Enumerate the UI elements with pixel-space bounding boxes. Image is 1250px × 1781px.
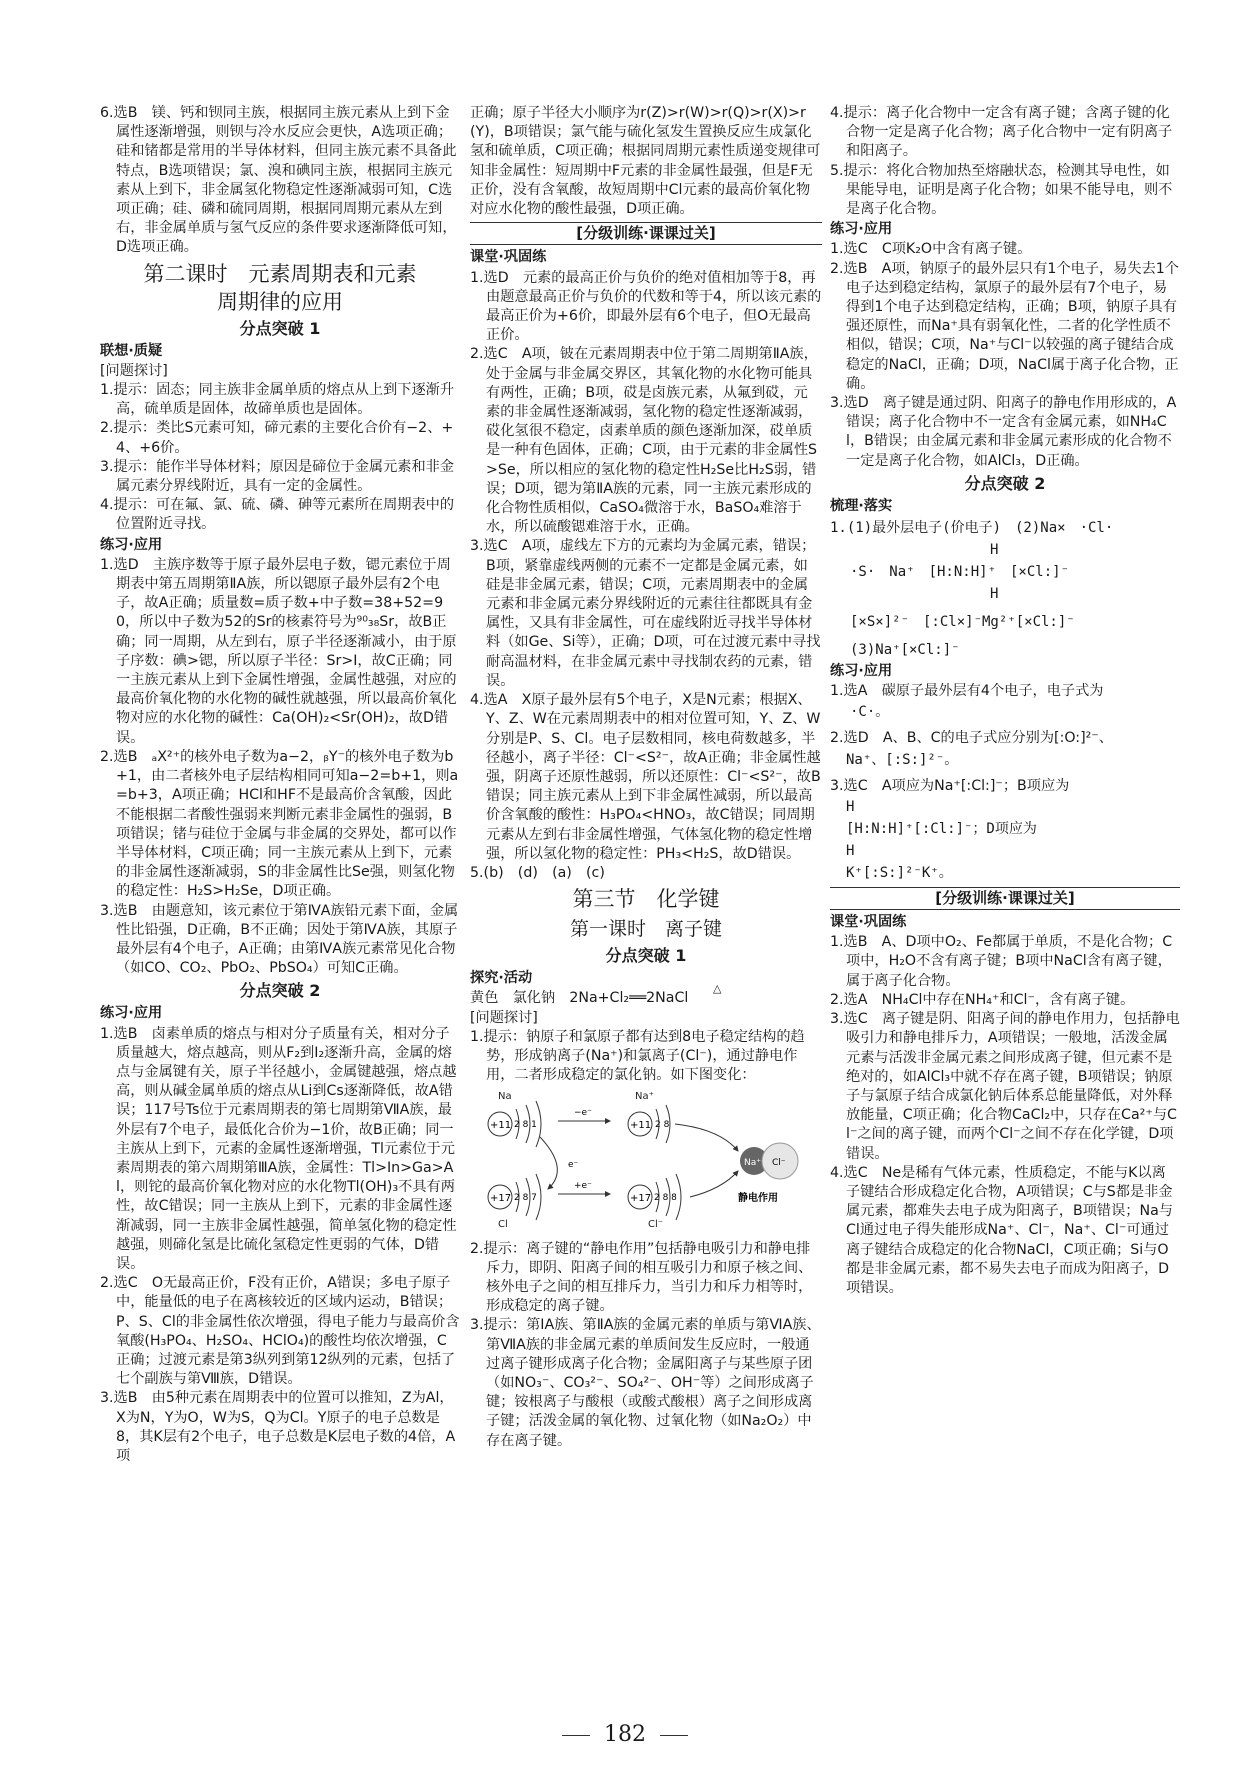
- na-plus-label: Na⁺: [635, 1091, 654, 1103]
- section-bar: [分级训练·课课过关]: [830, 887, 1180, 910]
- lesson-title: 第一课时 离子键: [569, 918, 722, 941]
- na-plus-nucleus: +11: [630, 1120, 652, 1132]
- tip-item: 1.提示：钠原子和氯原子都有达到8电子稳定结构的趋势，形成钠离子(Na⁺)和氯离子(Cl⁻)，通过静电作用，二者形成稳定的氯化钠。如下图变化：: [470, 1028, 805, 1084]
- cl-label: Cl: [498, 1219, 508, 1230]
- na-plus-shells: 2 8: [655, 1120, 670, 1131]
- nacl-combined: [738, 1143, 798, 1204]
- h-atom-mark: H: [846, 842, 855, 859]
- answer-item: 4.选C Ne是稀有气体元素，性质稳定，不能与K以离子键结合形成稳定化合物，A项错误；C与S都是非金属元素，都难失去电子成为阳离子，B项错误；Na与Cl通过电子得失能形成Na⁺、Cl⁻，Na⁺、Cl⁻可通过离子键结合成稳定的化合物NaCl，C项正确；Si与O都是非金属元素，都不易失去电子而成为阳离子，D项错误。: [830, 1164, 1173, 1296]
- cl-minus-label: Cl⁻: [648, 1219, 664, 1230]
- lose-electron-label: −e⁻: [574, 1108, 592, 1119]
- h-atom-mark: H: [990, 542, 999, 559]
- answer-item: 1.选D 元素的最高正价与负价的绝对值相加等于8，再由题意最高正价与负价的代数和等于4，所以该元素的最高正价为+6价，即最外层有6个电子，但O无最高正价。: [470, 269, 822, 344]
- answer-item: 3.选C A项，虚线左下方的元素均为金属元素，错误；B项，紧靠虚线两侧的元素不一定都是金属元素，如硅是非金属元素，错误；C项，元素周期表中的金属元素和非金属元素分界线附近的元素往往都既具有金属性，又具有非金属性，可在虚线附近寻找半导体材料（如Ge、Si等），正确；D项，可在过渡元素中寻找耐高温材料，在非金属元素中寻找制农药的元素，错误。: [470, 538, 821, 689]
- tip-item: 1.提示：固态；同主族非金属单质的熔点从上到下逐渐升高，硫单质是固体，故碲单质也是固体。: [100, 382, 455, 418]
- page-number: 182: [604, 1722, 646, 1747]
- answer-item: 1.选B 卤素单质的熔点与相对分子质量有关，相对分子质量越大，熔点越高，则从F₂到I₂逐渐升高，金属的熔点与金属键有关，原子半径越小，金属键越强，熔点越高，则从碱金属单质的熔点从Li到Cs逐渐降低，故A错误；117号Ts位于元素周期表的第七周期第ⅦA族，最外层有7个电子，最低化合价为−1价，故B正确；同一主族从上到下，元素的金属性逐渐增强，Tl元素位于元素周期表的第六周期第ⅢA族，金属性：Tl>In>Ga>Al，则铊的最高价氧化物对应的水化物Tl(OH)₃不具有两性，故C错误；同一主族从上到下，元素的非金属性逐渐减弱，同一主族非金属性越强，简单氢化物的稳定性越强，则碲化氢是比硫化氢稳定性更弱的气体，D错误。: [100, 1025, 457, 1272]
- reaction-line: [470, 982, 822, 1008]
- cl-minus-nucleus: +17: [630, 1193, 652, 1205]
- tip-item: 3.提示：第ⅠA族、第ⅡA族的金属元素的单质与第ⅥA族、第ⅦA族的非金属元素的单质间发生反应时，一般通过离子键形成离子化合物；金属阳离子与某些原子团（如NO₃⁻、CO₃²⁻、SO₄²⁻、OH⁻等）之间形成离子键；铵根离子与酸根（或酸式酸根）离子之间形成离子键；活泼金属的氧化物、过氧化物（如Na₂O₂）中存在离子键。: [470, 1317, 821, 1449]
- answer-item: 3.选B 由5种元素在周期表中的位置可以推知，Z为Al，X为N，Y为O，W为S，Q为Cl。Y原子的电子总数是8，其K层有2个电子，电子总数是K层电子数的4倍，A项: [100, 1390, 456, 1464]
- answer-item: 3.选B 由题意知，该元素位于第ⅣA族铅元素下面，金属性比铅强，D正确，B不正确；因处于第ⅣA族，其原子最外层有4个电子，A正确；由第ⅣA族元素常见化合物（如CO、CO₂、PbO₂、PbSO₄）可知C正确。: [100, 902, 459, 977]
- column-3: [830, 104, 1180, 1298]
- h-atom-mark: H: [846, 798, 855, 815]
- subheading: 课堂·巩固练: [470, 249, 547, 266]
- cl-ion: [628, 1174, 681, 1220]
- answer-item: 1.选C C项K₂O中含有离子键。: [830, 241, 1032, 258]
- answer-item: 2.选C O无最高正价，F没有正价，A错误；多电子原子中，能量低的电子在离核较近的区域内运动，B错误；P、S、Cl的非金属性依次增强，得电子能力与最高价含氧酸(H₃PO₄、H₂SO₄、HClO₄)的酸性均依次增强，C正确；过渡元素是第3纵列到第12纵列的元素，包括了七个副族与第Ⅷ族，D错误。: [100, 1275, 460, 1388]
- subheading: 练习·应用: [100, 536, 163, 553]
- electron-dot-line: ·S· Na⁺ [H:N:H]⁺ [×Cl:]⁻: [850, 564, 1070, 581]
- subheading: 联想·质疑: [100, 342, 163, 359]
- electron-label: e⁻: [568, 1160, 579, 1171]
- na-ion: [628, 1105, 670, 1143]
- dash-right: [660, 1735, 688, 1736]
- tip-item: 4.提示：可在氟、氯、硫、磷、砷等元素所在周期表中的位置附近寻找。: [100, 497, 455, 533]
- dash-left: [562, 1735, 590, 1736]
- na-nucleus: +11: [490, 1120, 512, 1132]
- lesson-title-line-1: 第二课时 元素周期表和元素: [143, 261, 417, 286]
- subheading: [问题探讨]: [100, 362, 168, 379]
- subheading: 梳理·落实: [830, 497, 893, 514]
- section-bar: [分级训练·课课过关]: [470, 222, 822, 245]
- electron-dot-line: [H:N:H]⁺[:Cl:]⁻；D项应为: [846, 820, 1037, 837]
- answer-item: 2.选D A、B、C的电子式应分别为[:O:]²⁻、: [830, 730, 1113, 747]
- answer-item: 1.选A 碳原子最外层有4个电子，电子式为: [830, 683, 1104, 700]
- column-2: [470, 104, 822, 1451]
- force-label: 静电作用: [738, 1193, 778, 1205]
- tip-item: 3.提示：能作半导体材料；原因是碲位于金属元素和非金属元素分界线附近，具有一定的金属性。: [100, 458, 455, 495]
- answer-item: 3.选C A项应为Na⁺[:Cl:]⁻；B项应为: [830, 777, 1070, 794]
- answer-item: 1.选B A、D项中O₂、Fe都属于单质，不是化合物；C项中，H₂O不含有离子键；B项中NaCl含有离子键，属于离子化合物。: [830, 934, 1173, 989]
- ion-na: Na⁺: [744, 1158, 761, 1169]
- tip-item: 5.提示：将化合物加热至熔融状态，检测其导电性，如果能导电，证明是离子化合物；如果不能导电，则不是离子化合物。: [830, 162, 1173, 218]
- electron-dot-line: ·C·。: [850, 704, 890, 721]
- lesson-title: [100, 260, 460, 316]
- na-shells: 2 8 1: [514, 1120, 537, 1131]
- h-atom-mark: H: [990, 586, 999, 603]
- answer-item: 1.选D 主族序数等于原子最外层电子数，锶元素位于周期表中第五周期第ⅡA族，所以锶原子最外层有2个电子，故A正确；质量数=质子数+中子数=38+52=90，所以中子数为52的Sr的核素符号为⁹⁰₃₈Sr，故B正确；同一周期，从左到右，原子半径逐渐减小，由于原子序数：碘>锶，所以原子半径：Sr>I，故C正确；同一主族元素从上到下金属性增强，金属性越强，对应的最高价氧化物的水化物的碱性就越强，所以最高价氧化物对应的水化物的碱性：Ca(OH)₂<Sr(OH)₂，故D错误。: [100, 556, 457, 746]
- answer-continued: 正确；原子半径大小顺序为r(Z)>r(W)>r(Q)>r(X)>r(Y)，B项错误；氯气能与硫化氢发生置换反应生成氯化氢和硫单质，C项正确；根据同周期元素性质递变规律可知非金属性：短周期中F元素的非金属性最强，但是F无正价，没有含氧酸，故短周期中Cl元素的最高价氧化物对应水化物的酸性最强，D项正确。: [470, 105, 821, 218]
- answer-item: 3.选C 离子键是阴、阳离子间的静电作用力，包括静电吸引力和静电排斥力，A项错误；一般地，活泼金属元素与活泼非金属元素之间形成离子键，但元素不是绝对的，如AlCl₃中就不存在离子键，B项错误；钠原子与氯原子结合成氯化钠后体系总能量降低，对外释放能量，C项正确；化合物CaCl₂中，只存在Ca²⁺与Cl⁻之间的离子键，而两个Cl⁻之间不存在化学键，D项错误。: [830, 1011, 1180, 1162]
- electron-dot-line: Na⁺、[:S:]²⁻。: [846, 751, 959, 768]
- cl-nucleus: +17: [490, 1193, 512, 1205]
- answer-item: 5.(b) (d) (a) (c): [470, 864, 605, 881]
- subheading: 课堂·巩固练: [830, 914, 907, 931]
- answer-item: 2.选B ₐX²⁺的核外电子数为a−2，ᵦY⁻的核外电子数为b+1，由二者核外电子层结构相同可知a−2=b+1，则a=b+3，A项正确；HCl和HF不是最高价含氧酸，因此不能根据二者酸性强弱来判断元素非金属性的强弱，B项错误；锗与硅位于金属与非金属的交界处，都可以作半导体材料，C项正确；同一主族元素从上到下，元素的非金属性逐渐减弱，S的非金属性比Se强，则氢化物的稳定性：H₂S>H₂Se，D项正确。: [100, 748, 459, 900]
- electron-dot-line: 1.(1)最外层电子(价电子) (2)Na× ·Cl·: [830, 520, 1114, 537]
- lesson-title-line-2: 周期律的应用: [217, 289, 343, 314]
- electron-dot-line: (3)Na⁺[×Cl:]⁻: [850, 642, 960, 659]
- electron-dot-line: K⁺[:S:]²⁻K⁺。: [846, 864, 953, 881]
- section-heading: 分点突破 2: [964, 473, 1046, 493]
- tip-item: 4.提示：离子化合物中一定含有离子键；含离子键的化合物一定是离子化合物；离子化合物中一定有阴离子和阳离子。: [830, 105, 1173, 160]
- column-1: [100, 104, 460, 1466]
- reaction-condition: △: [713, 982, 722, 996]
- section-heading: 分点突破 1: [239, 318, 321, 338]
- answer-item: 6.选B 镁、钙和钡同主族，根据同主族元素从上到下金属性逐渐增强，则钡与冷水反应会更快，A选项正确；硅和锗都是常用的半导体材料，但同主族元素不具备此特点，B选项错误；氯、溴和碘同主族，根据同主族元素从上到下，非金属氢化物稳定性逐渐减弱可知，C选项正确；硅、磷和硫同周期，根据同周期元素从左到右，非金属单质与氢气反应的条件要求逐渐降低可知，D选项正确。: [100, 105, 457, 256]
- na-label: Na: [498, 1091, 512, 1103]
- subheading: 练习·应用: [830, 221, 893, 238]
- subheading: 练习·应用: [830, 663, 893, 680]
- subheading: [问题探讨]: [470, 1009, 538, 1026]
- electron-dot-line: [×S×]²⁻ [:Cl×]⁻Mg²⁺[×Cl:]⁻: [850, 614, 1075, 631]
- reaction-text: 黄色 氯化钠 2Na+Cl₂══2NaCl: [470, 990, 689, 1007]
- ionic-bond-diagram: [470, 1089, 822, 1229]
- page-number-line: [0, 1722, 1250, 1747]
- tip-item: 2.提示：类比S元素可知，碲元素的主要化合价有−2、+4、+6价。: [100, 420, 454, 456]
- na-atom: [488, 1101, 541, 1147]
- tip-item: 2.提示：离子键的“静电作用”包括静电吸引力和静电排斥力，即阴、阳离子间的相互吸引力和原子核之间、核外电子之间的相互排斥力，当引力和斥力相等时，形成稳定的离子键。: [470, 1240, 813, 1315]
- section-heading: 分点突破 1: [605, 946, 687, 966]
- ion-cl: Cl⁻: [772, 1158, 786, 1169]
- section-title: 第三节 化学键: [572, 887, 720, 912]
- answer-item: 3.选D 离子键是通过阴、阳离子的静电作用形成的，A错误；离子化合物中不一定含有金属元素，如NH₄Cl，B错误；由金属元素和非金属元素形成的化合物不一定是离子化合物，如AlCl₃，D正确。: [830, 395, 1177, 469]
- cl-shells: 2 8 7: [514, 1193, 537, 1204]
- cl-minus-shells: 2 8 8: [654, 1193, 677, 1204]
- answer-item: 2.选B A项，钠原子的最外层只有1个电子，易失去1个电子达到稳定结构，氯原子的最外层有7个电子，易得到1个电子达到稳定结构，正确；B项，钠原子具有强还原性，而Na⁺具有弱氧化性，二者的化学性质不相似，错误；C项，Na⁺与Cl⁻以较强的离子键结合成稳定的NaCl，正确；D项，NaCl属于离子化合物，正确。: [830, 260, 1179, 392]
- subheading: 探究·活动: [470, 970, 533, 987]
- section-heading: 分点突破 2: [239, 981, 321, 1001]
- answer-item: 2.选C A项，铍在元素周期表中位于第二周期第ⅡA族，处于金属与非金属交界区，其氧化物的水化物可能具有两性，正确；B项，砹是卤族元素，从氟到砹，元素的非金属性逐渐减弱，氢化物的稳定性逐渐减弱，砹化氢很不稳定，卤素单质的颜色逐渐加深，砹单质是一种有色固体，正确；C项，由于元素的非金属性S>Se，所以相应的氢化物的稳定性H₂Se比H₂S弱，错误；D项，锶为第ⅡA族的元素，同一主族元素形成的化合物性质相似，CaSO₄微溶于水，BaSO₄难溶于水，所以硫酸锶难溶于水，正确。: [470, 346, 818, 536]
- answer-item: 4.选A X原子最外层有5个电子，X是N元素；根据X、Y、Z、W在元素周期表中的相对位置可知，Y、Z、W分别是P、S、Cl。电子层数相同，核电荷数越多，半径越小，离子半径：Cl⁻<S²⁻，故A正确；非金属性越强，阴离子还原性越弱，所以还原性：Cl⁻<S²⁻，故B错误；同主族元素从上到下非金属性减弱，所以最高价含氧酸的酸性：H₃PO₄<HNO₃，故C错误；同周期元素从左到右非金属性增强，气体氢化物的稳定性增强，所以氢化物的稳定性：PH₃<H₂S，故D错误。: [470, 692, 821, 862]
- answer-item: 2.选A NH₄Cl中存在NH₄⁺和Cl⁻，含有离子键。: [830, 991, 1135, 1008]
- subheading: 练习·应用: [100, 1005, 163, 1022]
- gain-electron-label: +e⁻: [574, 1181, 592, 1192]
- cl-atom: [488, 1174, 541, 1220]
